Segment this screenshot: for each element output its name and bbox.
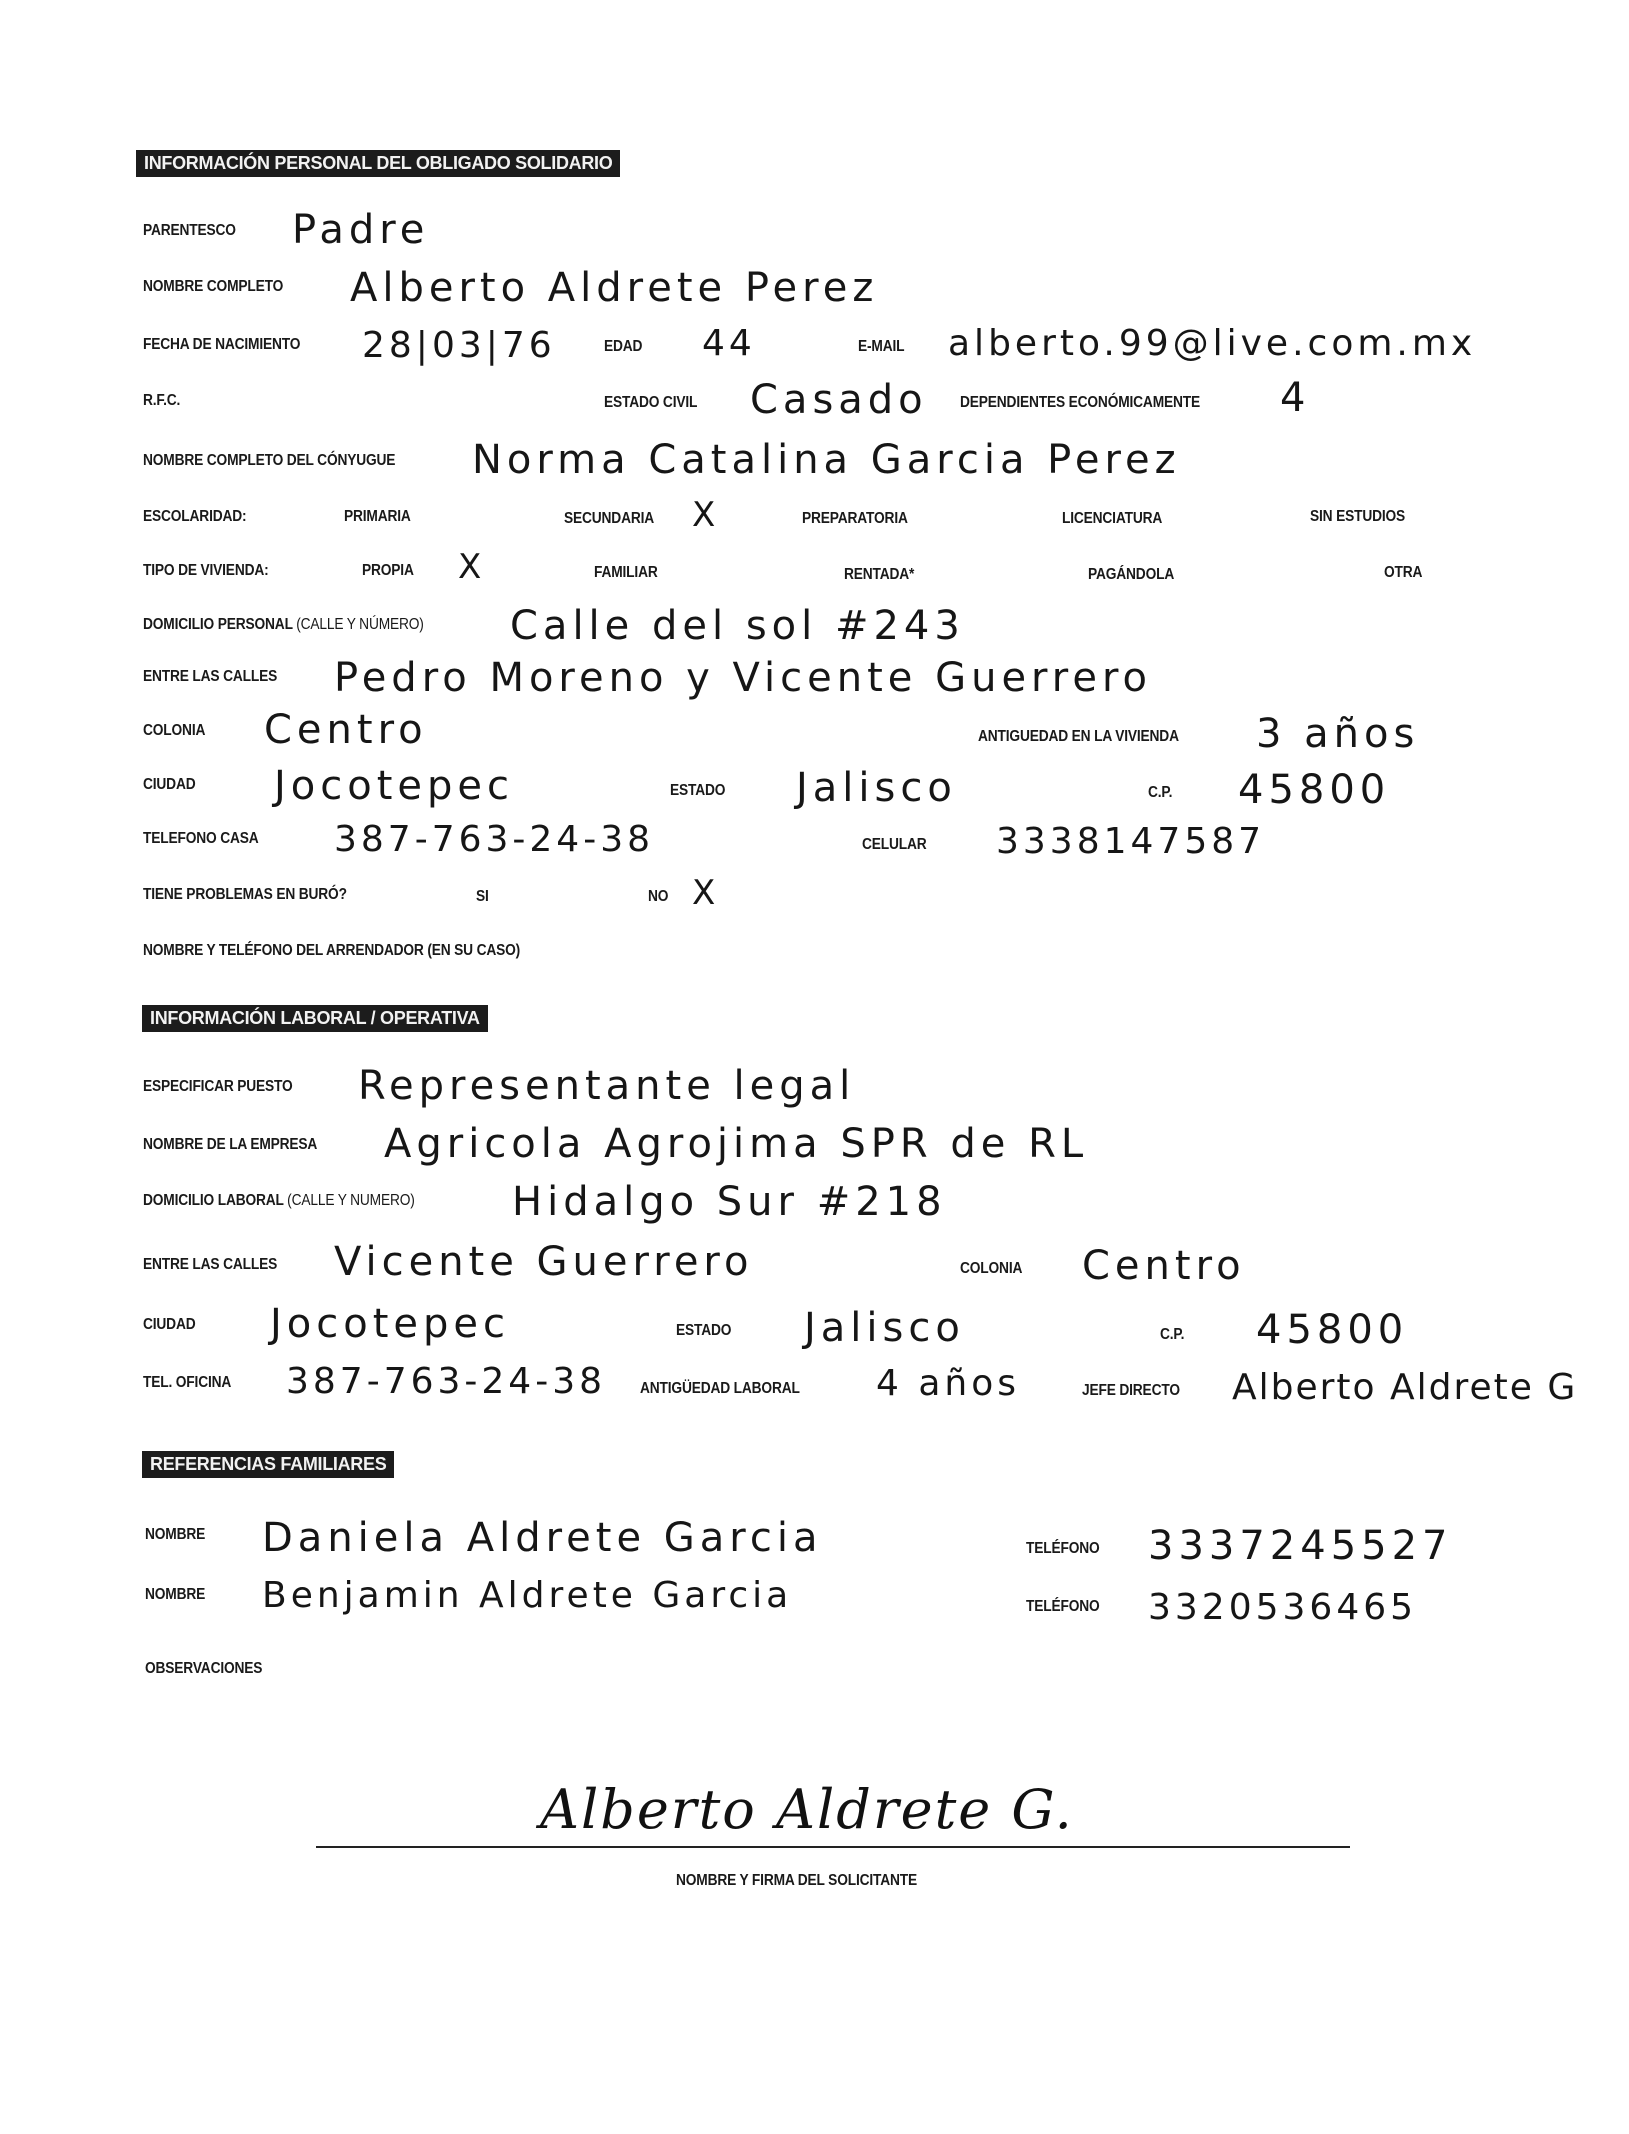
value-entre-calles: Pedro Moreno y Vicente Guerrero [334, 655, 1153, 701]
option-familiar: FAMILIAR [594, 564, 658, 581]
value-edad: 44 [702, 323, 756, 364]
label-estado: ESTADO [670, 782, 726, 799]
label-domicilio-personal: DOMICILIO PERSONAL (CALLE Y NÚMERO) [143, 616, 424, 633]
label-referencia-2-nombre: NOMBRE [145, 1586, 206, 1603]
label-conyugue: NOMBRE COMPLETO DEL CÓNYUGUE [143, 452, 396, 469]
value-domicilio-personal: Calle del sol #243 [510, 603, 965, 649]
value-ciudad: Jocotepec [274, 763, 515, 809]
option-otra: OTRA [1384, 564, 1423, 581]
value-nombre-completo: Alberto Aldrete Perez [350, 265, 879, 311]
label-jefe-directo: JEFE DIRECTO [1082, 1382, 1180, 1399]
mark-propia: X [458, 547, 485, 587]
option-rentada: RENTADA* [844, 566, 915, 583]
signature: Alberto Aldrete G. [540, 1778, 1074, 1841]
value-tel-oficina: 387-763-24-38 [286, 1361, 607, 1402]
label-nombre-completo: NOMBRE COMPLETO [143, 278, 284, 295]
option-sin-estudios: SIN ESTUDIOS [1310, 508, 1406, 525]
label-buro: TIENE PROBLEMAS EN BURÓ? [143, 886, 347, 903]
label-telefono-casa: TELEFONO CASA [143, 830, 259, 847]
mark-buro-no: X [692, 873, 719, 913]
label-antiguedad-vivienda: ANTIGUEDAD EN LA VIVIENDA [978, 728, 1179, 745]
value-cp: 45800 [1238, 767, 1391, 813]
mark-secundaria: X [692, 495, 719, 535]
option-licenciatura: LICENCIATURA [1062, 510, 1163, 527]
label-entre-calles-laboral: ENTRE LAS CALLES [143, 1256, 278, 1273]
value-fecha-nacimiento: 28|03|76 [362, 325, 556, 366]
value-domicilio-laboral: Hidalgo Sur #218 [512, 1179, 947, 1225]
label-entre-calles: ENTRE LAS CALLES [143, 668, 278, 685]
label-fecha-nacimiento: FECHA DE NACIMIENTO [143, 336, 301, 353]
label-puesto: ESPECIFICAR PUESTO [143, 1078, 293, 1095]
label-parentesco: PARENTESCO [143, 222, 236, 239]
option-propia: PROPIA [362, 562, 414, 579]
label-colonia-laboral: COLONIA [960, 1260, 1023, 1277]
signature-line [316, 1846, 1350, 1848]
option-preparatoria: PREPARATORIA [802, 510, 908, 527]
value-colonia-laboral: Centro [1082, 1243, 1246, 1289]
label-empresa: NOMBRE DE LA EMPRESA [143, 1136, 318, 1153]
value-empresa: Agricola Agrojima SPR de RL [384, 1121, 1089, 1167]
label-observaciones: OBSERVACIONES [145, 1660, 263, 1677]
value-referencia-1-telefono: 3337245527 [1148, 1523, 1453, 1569]
value-referencia-1-nombre: Daniela Aldrete Garcia [262, 1515, 823, 1561]
label-tel-oficina: TEL. OFICINA [143, 1374, 232, 1391]
label-cp-laboral: C.P. [1160, 1326, 1185, 1343]
value-antiguedad-laboral: 4 años [876, 1363, 1021, 1404]
value-puesto: Representante legal [358, 1063, 856, 1109]
section-header-personal: INFORMACIÓN PERSONAL DEL OBLIGADO SOLIDARIO [136, 150, 620, 177]
label-antiguedad-laboral: ANTIGÜEDAD LABORAL [640, 1380, 800, 1397]
label-arrendador: NOMBRE Y TELÉFONO DEL ARRENDADOR (EN SU CASO) [143, 942, 521, 959]
label-celular: CELULAR [862, 836, 927, 853]
value-referencia-2-nombre: Benjamin Aldrete Garcia [262, 1575, 793, 1616]
value-parentesco: Padre [292, 207, 430, 253]
option-secundaria: SECUNDARIA [564, 510, 655, 527]
value-celular: 3338147587 [996, 821, 1266, 862]
label-edad: EDAD [604, 338, 643, 355]
label-domicilio-laboral: DOMICILIO LABORAL (CALLE Y NUMERO) [143, 1192, 415, 1209]
label-referencia-2-telefono: TELÉFONO [1026, 1598, 1100, 1615]
label-ciudad-laboral: CIUDAD [143, 1316, 196, 1333]
label-email: E-MAIL [858, 338, 905, 355]
option-buro-no: NO [648, 888, 669, 905]
label-dependientes: DEPENDIENTES ECONÓMICAMENTE [960, 394, 1201, 411]
label-firma: NOMBRE Y FIRMA DEL SOLICITANTE [676, 1872, 918, 1889]
value-entre-calles-laboral: Vicente Guerrero [334, 1239, 754, 1285]
label-tipo-vivienda: TIPO DE VIVIENDA: [143, 562, 269, 579]
value-telefono-casa: 387-763-24-38 [334, 819, 655, 860]
value-colonia: Centro [264, 707, 428, 753]
section-header-referencias: REFERENCIAS FAMILIARES [142, 1451, 394, 1478]
section-header-laboral: INFORMACIÓN LABORAL / OPERATIVA [142, 1005, 488, 1032]
label-cp: C.P. [1148, 784, 1173, 801]
label-estado-civil: ESTADO CIVIL [604, 394, 698, 411]
value-estado-civil: Casado [750, 377, 928, 423]
value-ciudad-laboral: Jocotepec [270, 1301, 511, 1347]
label-referencia-1-telefono: TELÉFONO [1026, 1540, 1100, 1557]
label-colonia: COLONIA [143, 722, 206, 739]
label-ciudad: CIUDAD [143, 776, 196, 793]
label-escolaridad: ESCOLARIDAD: [143, 508, 247, 525]
value-email: alberto.99@live.com.mx [948, 323, 1477, 364]
value-conyugue: Norma Catalina Garcia Perez [472, 437, 1181, 483]
label-rfc: R.F.C. [143, 392, 181, 409]
option-pagandola: PAGÁNDOLA [1088, 566, 1175, 583]
value-estado-laboral: Jalisco [804, 1305, 965, 1351]
value-estado: Jalisco [796, 765, 957, 811]
option-buro-si: SI [476, 888, 489, 905]
value-jefe-directo: Alberto Aldrete G [1232, 1367, 1578, 1408]
option-primaria: PRIMARIA [344, 508, 411, 525]
value-referencia-2-telefono: 3320536465 [1148, 1587, 1418, 1628]
value-dependientes: 4 [1280, 375, 1311, 421]
value-antiguedad-vivienda: 3 años [1256, 711, 1420, 757]
label-estado-laboral: ESTADO [676, 1322, 732, 1339]
label-referencia-1-nombre: NOMBRE [145, 1526, 206, 1543]
value-cp-laboral: 45800 [1256, 1307, 1409, 1353]
